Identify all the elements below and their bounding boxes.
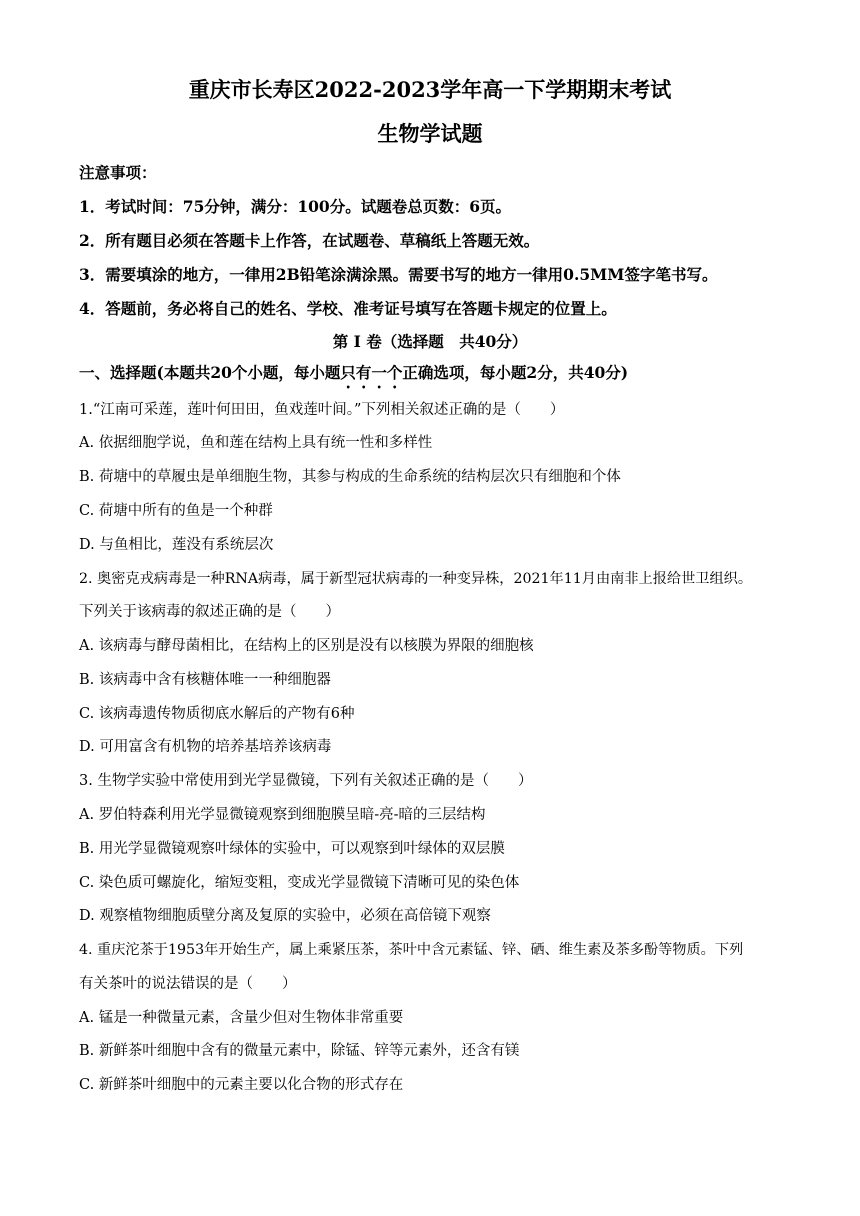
question-2-stem-line-2: 下列关于该病毒的叙述正确的是（ ） [79, 604, 340, 620]
exam-title: 重庆市长寿区2022-2023学年高一下学期期末考试 [188, 77, 672, 102]
question-3-option-a: A. 罗伯特森利用光学显微镜观察到细胞膜呈暗-亮-暗的三层结构 [79, 807, 486, 823]
question-4-option-c: C. 新鲜茶叶细胞中的元素主要以化合物的形式存在 [79, 1077, 404, 1093]
question-2-option-a: A. 该病毒与酵母菌相比，在结构上的区别是没有以核膜为界限的细胞核 [79, 638, 534, 654]
question-3-option-b: B. 用光学显微镜观察叶绿体的实验中，可以观察到叶绿体的双层膜 [79, 841, 505, 857]
notice-item-4: 4．答题前，务必将自己的姓名、学校、准考证号填写在答题卡规定的位置上。 [79, 299, 617, 318]
question-4-stem-line-1: 4. 重庆沱茶于1953年开始生产，属上乘紧压茶，茶叶中含元素锰、锌、硒、维生素及茶多酚等物质。下列 [79, 942, 744, 958]
question-2-option-c: C. 该病毒遗传物质彻底水解后的产物有6种 [79, 706, 355, 722]
notice-heading: 注意事项： [79, 163, 157, 182]
question-3-option-d: D. 观察植物细胞质壁分离及复原的实验中，必须在高倍镜下观察 [79, 908, 491, 924]
question-4-option-b: B. 新鲜茶叶细胞中含有的微量元素中，除锰、锌等元素外，还含有镁 [79, 1043, 520, 1059]
question-2-stem-line-1: 2. 奥密克戎病毒是一种RNA病毒，属于新型冠状病毒的一种变异株，2021年11月由南非上报给世卫组织。 [79, 571, 753, 587]
question-4-stem-line-2: 有关茶叶的说法错误的是（ ） [79, 976, 297, 992]
notice-item-2: 2．所有题目必须在答题卡上作答，在试题卷、草稿纸上答题无效。 [79, 231, 540, 250]
notice-item-3: 3．需要填涂的地方，一律用2B铅笔涂满涂黑。需要书写的地方一律用0.5MM签字笔书写。 [79, 265, 718, 284]
question-1-option-a: A. 依据细胞学说，鱼和莲在结构上具有统一性和多样性 [79, 435, 433, 451]
question-2-option-d: D. 可用富含有机物的培养基培养该病毒 [79, 739, 332, 755]
question-3-stem: 3. 生物学实验中常使用到光学显微镜，下列有关叙述正确的是（ ） [79, 773, 533, 789]
part-heading-suffix: 正确选项，每小题2分，共40分) [402, 363, 629, 382]
part-heading-prefix: 一、选择题(本题共20个小题，每小题 [79, 363, 341, 382]
question-2-option-b: B. 该病毒中含有核糖体唯一一种细胞器 [79, 672, 331, 688]
question-1-option-b: B. 荷塘中的草履虫是单细胞生物，其参与构成的生命系统的结构层次只有细胞和个体 [79, 469, 621, 485]
notice-item-1: 1．考试时间：75分钟，满分：100分。试题卷总页数：6页。 [79, 197, 511, 216]
question-1-option-c: C. 荷塘中所有的鱼是一个种群 [79, 503, 273, 519]
volume-heading: 第 I 卷（选择题 共40分） [332, 332, 528, 351]
question-1-stem: 1.“江南可采莲，莲叶何田田，鱼戏莲叶间。”下列相关叙述正确的是（ ） [79, 402, 565, 418]
question-3-option-c: C. 染色质可螺旋化，缩短变粗，变成光学显微镜下清晰可见的染色体 [79, 875, 520, 891]
question-4-option-a: A. 锰是一种微量元素，含量少但对生物体非常重要 [79, 1010, 404, 1026]
exam-subtitle: 生物学试题 [377, 121, 483, 146]
question-1-option-d: D. 与鱼相比，莲没有系统层次 [79, 537, 274, 553]
part-heading-emphasis: 只有一个 [340, 363, 403, 382]
part-heading [79, 362, 628, 392]
